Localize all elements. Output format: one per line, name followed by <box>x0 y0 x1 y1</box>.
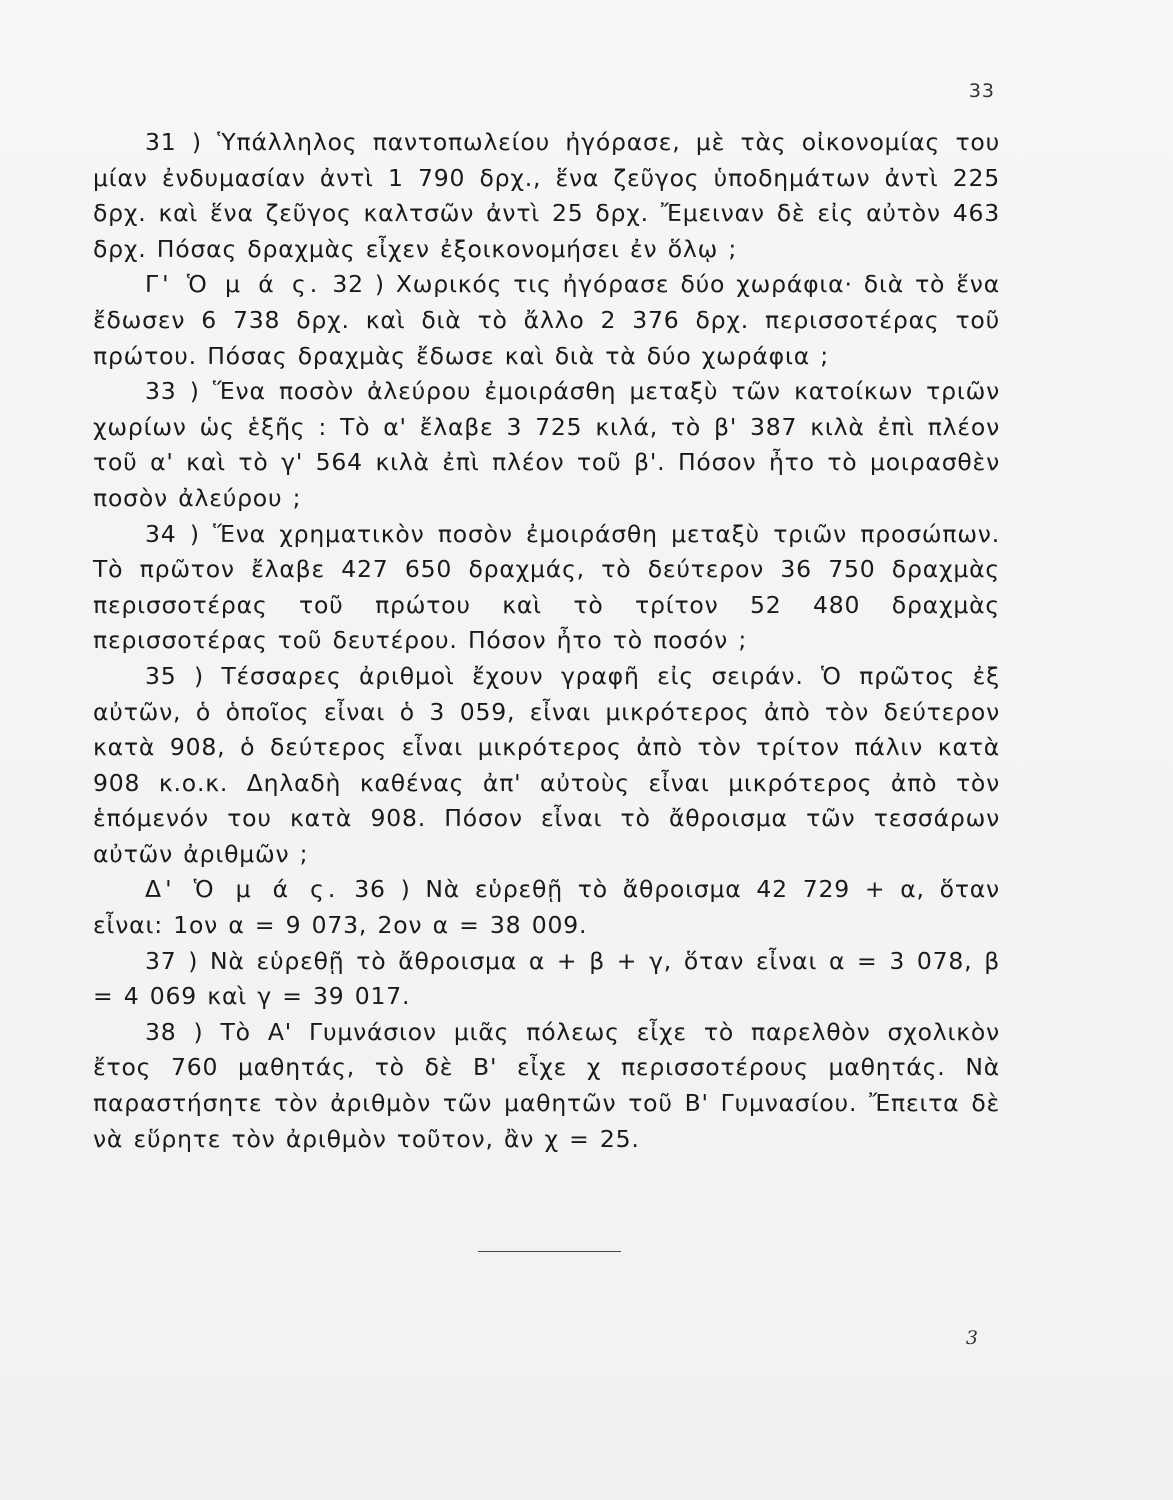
problem-38-text: 38 ) Τὸ Α' Γυμνάσιον μιᾶς πόλεως εἶχε τὸ παρελθὸν σχολικὸν ἔτος 760 μαθητάς, τὸ δὲ Β' εἶχε χ περισσοτέρους μαθητάς. Νὰ παραστήσητε τὸν ἀριθμὸν τῶν μαθητῶν τοῦ Β' Γυμνασίου. Ἔπειτα δὲ νὰ εὕρητε τὸν ἀριθμὸν τοῦτον, ἂν χ = 25. <box>93 1017 1000 1153</box>
group-heading-d: Δ' Ὁ μ ά ς. <box>145 875 340 904</box>
problem-35-text: 35 ) Τέσσαρες ἀριθμοὶ ἔχουν γραφῆ εἰς σειράν. Ὁ πρῶτος ἐξ αὐτῶν, ὁ ὁποῖος εἶναι ὁ 3 059, εἶναι μικρότερος ἀπὸ τὸν δεύτερον κατὰ 908, ὁ δεύτερος εἶναι μικρότερος ἀπὸ τὸν τρίτον πάλιν κατὰ 908 κ.ο.κ. Δηλαδὴ καθένας ἀπ' αὐτοὺς εἶναι μικρότερος ἀπὸ τὸν ἑπόμενόν του κατὰ 908. Πόσον εἶναι τὸ ἄθροισμα τῶν τεσσάρων αὐτῶν ἀριθμῶν ; <box>93 661 1000 868</box>
problem-31-text: 31 ) Ὑπάλληλος παντοπωλείου ἠγόρασε, μὲ τὰς οἰκονομίας του μίαν ἐνδυμασίαν ἀντὶ 1 790 δρχ., ἕνα ζεῦγος ὑποδημάτων ἀντὶ 225 δρχ. καὶ ἕνα ζεῦγος καλτσῶν ἀντὶ 25 δρχ. Ἔμειναν δὲ εἰς αὐτὸν 463 δρχ. Πόσας δραχμὰς εἶχεν ἐξοικονομήσει ἐν ὅλῳ ; <box>93 128 1000 263</box>
problem-34 <box>93 517 1000 659</box>
problem-36-text: 36 ) Νὰ εὑρεθῇ τὸ ἄθροισμα 42 729 + α, ὅταν εἶναι: 1ον α = 9 073, 2ον α = 38 009. <box>93 875 1000 940</box>
problem-37-text: 37 ) Νὰ εὑρεθῇ τὸ ἄθροισμα α + β + γ, ὅταν εἶναι α = 3 078, β = 4 069 καὶ γ = 39 017. <box>93 946 1000 1011</box>
problem-33 <box>93 374 1000 516</box>
printer-signature-mark: 3 <box>965 1327 978 1349</box>
problem-32-text: 32 ) Χωρικός τις ἠγόρασε δύο χωράφια· διὰ τὸ ἕνα ἔδωσεν 6 738 δρχ. καὶ διὰ τὸ ἄλλο 2 376 δρχ. περισσοτέρας τοῦ πρώτου. Πόσας δραχμὰς ἔδωσε καὶ διὰ τὰ δύο χωράφια ; <box>93 270 1000 370</box>
problem-38 <box>93 1015 1000 1157</box>
problem-37 <box>93 944 1000 1015</box>
problem-31 <box>93 125 1000 267</box>
section-divider <box>478 1251 621 1252</box>
problem-32 <box>93 267 1000 374</box>
problem-list <box>93 125 1000 1157</box>
problem-35 <box>93 659 1000 873</box>
problem-36 <box>93 872 1000 943</box>
problem-33-text: 33 ) Ἕνα ποσὸν ἀλεύρου ἐμοιράσθη μεταξὺ τῶν κατοίκων τριῶν χωρίων ὡς ἑξῆς : Τὸ α' ἔλαβε 3 725 κιλά, τὸ β' 387 κιλὰ ἐπὶ πλέον τοῦ α' καὶ τὸ γ' 564 κιλὰ ἐπὶ πλέον τοῦ β'. Πόσον ἦτο τὸ μοιρασθὲν ποσὸν ἀλεύρου ; <box>93 377 1000 512</box>
group-heading-c: Γ' Ὁ μ ά ς. <box>145 270 322 299</box>
problem-34-text: 34 ) Ἕνα χρηματικὸν ποσὸν ἐμοιράσθη μεταξὺ τριῶν προσώπων. Τὸ πρῶτον ἔλαβε 427 650 δραχμάς, τὸ δεύτερον 36 750 δραχμὰς περισσοτέρας τοῦ πρώτου καὶ τὸ τρίτον 52 480 δραχμὰς περισσοτέρας τοῦ δευτέρου. Πόσον ἦτο τὸ ποσόν ; <box>93 519 1000 655</box>
page-number: 33 <box>968 80 995 102</box>
